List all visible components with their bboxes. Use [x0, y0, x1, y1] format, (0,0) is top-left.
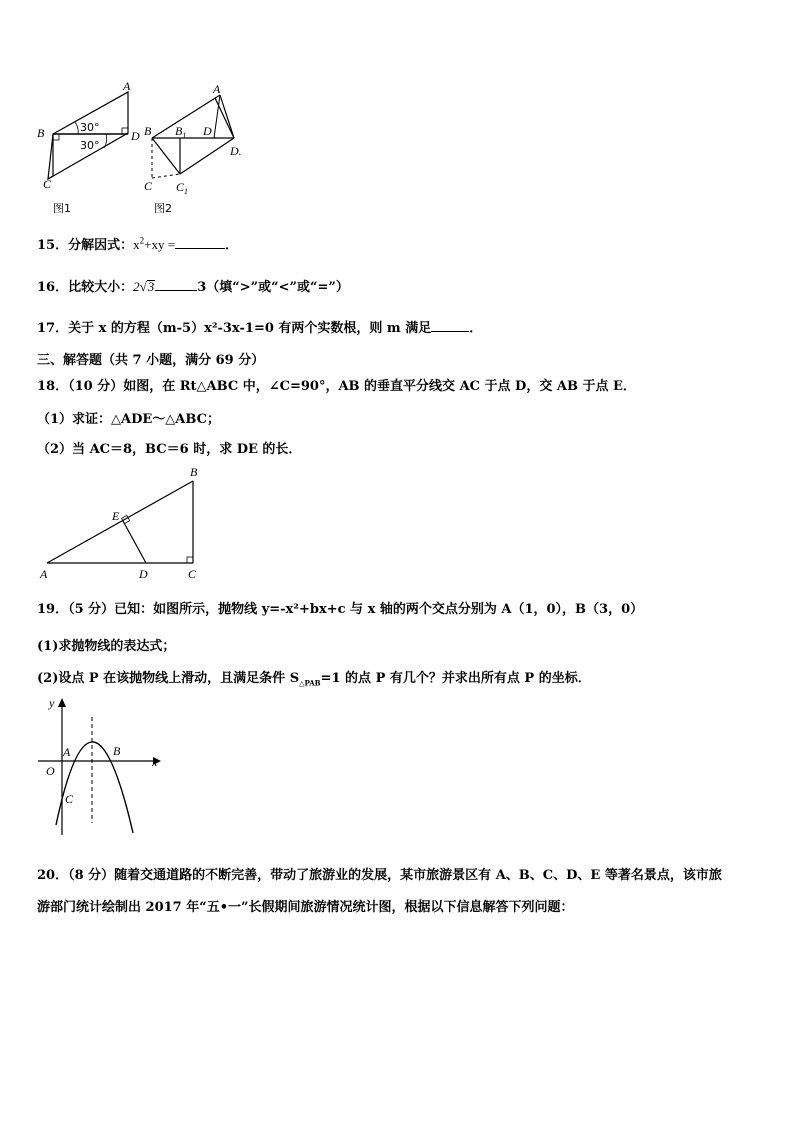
q15-answer-blank[interactable]	[175, 236, 225, 249]
q18-part-2: （2）当 AC＝8，BC＝6 时，求 DE 的长．	[37, 442, 302, 457]
q15-number: 15．	[37, 238, 69, 253]
q17-end: ．	[469, 321, 483, 336]
q19-label-c: C	[65, 792, 74, 806]
fig2-label-c: C	[144, 179, 153, 193]
q17-text: 关于 x 的方程（m-5）x²-3x-1=0 有两个实数根，则 m 满足	[68, 321, 432, 336]
q16-options: 3（填“>”或“<”或“=”）	[197, 280, 349, 295]
q17-answer-blank[interactable]	[431, 319, 469, 332]
fig2-caption: 图2	[154, 202, 172, 215]
q17-number: 17．	[37, 321, 69, 336]
q18-label-c: C	[188, 567, 197, 581]
q19-label-o: O	[46, 764, 55, 778]
fig1-angle-1: 30°	[80, 121, 100, 134]
q16-text: 比较大小：	[68, 280, 134, 295]
fig2-label-a: A	[213, 82, 221, 96]
fig1-label-c: C	[43, 177, 52, 191]
q15-text: 分解因式：	[68, 238, 134, 253]
q16-answer-blank[interactable]	[155, 278, 197, 291]
q19-label-b: B	[113, 744, 121, 758]
fig1-label-d: D	[131, 129, 140, 143]
q18-part-1: （1）求证：△ADE～△ABC；	[37, 412, 220, 427]
q19-label-a: A	[63, 745, 71, 759]
question-17	[37, 317, 482, 336]
q19-label-y: y	[49, 696, 55, 710]
q18-label-b: B	[190, 465, 198, 479]
q18-label-d: D	[139, 567, 148, 581]
fig2-label-d: D	[203, 124, 212, 138]
q15-end: ．	[225, 238, 239, 253]
q16-number: 16．	[37, 280, 69, 295]
fig1-angle-2: 30°	[80, 139, 100, 152]
q18-label-e: E	[112, 509, 120, 523]
fig1-label-b: B	[37, 126, 45, 140]
figure-1	[37, 79, 140, 215]
fig2-label-b: B	[144, 124, 152, 138]
q18-figure	[35, 460, 215, 585]
question-16	[37, 276, 349, 295]
fig2-label-b1: $B_1$	[175, 124, 187, 140]
q19-part-1: (1)求抛物线的表达式；	[37, 639, 176, 654]
fig2-label-d-prime: D.	[230, 144, 242, 158]
figure-2	[144, 82, 242, 215]
fig2-label-c1: $C_1$	[176, 180, 189, 196]
q19-label-x: x	[152, 755, 158, 769]
fig1-caption: 图1	[53, 202, 71, 215]
q18-title: 18．（10 分）如图，在 Rt△ABC 中，∠C=90°，AB 的垂直平分线交 AC 于点 D，交 AB 于点 E．	[37, 379, 636, 394]
q19-title: 19．（5 分）已知：如图所示，抛物线 y=-x²+bx+c 与 x 轴的两个交点分别为 A（1，0），B（3，0）	[37, 602, 644, 617]
question-15	[37, 234, 238, 253]
q16-expression: 2√3	[133, 279, 155, 294]
fig1-label-a: A	[123, 79, 131, 93]
q19-part-2: (2)设点 P 在该抛物线上滑动，且满足条件 $S_{\triangle PAB}=1$ 的点 P 有几个？并求出所有点 P 的坐标．	[37, 671, 591, 688]
section-3-heading: 三、解答题（共 7 小题，满分 69 分）	[37, 353, 265, 368]
top-figures	[30, 78, 260, 223]
q18-label-a: A	[40, 567, 48, 581]
q20-line-1: 20．（8 分）随着交通道路的不断完善，带动了旅游业的发展，某市旅游景区有 A、B、C、D、E 等著名景点，该市旅	[37, 868, 722, 883]
q19-figure	[35, 695, 170, 840]
q20-line-2: 游部门统计绘制出 2017 年“五•一”长假期间旅游情况统计图，根据以下信息解答下列问题：	[37, 900, 574, 915]
q15-expression: $x^2+xy$ =	[133, 235, 176, 252]
